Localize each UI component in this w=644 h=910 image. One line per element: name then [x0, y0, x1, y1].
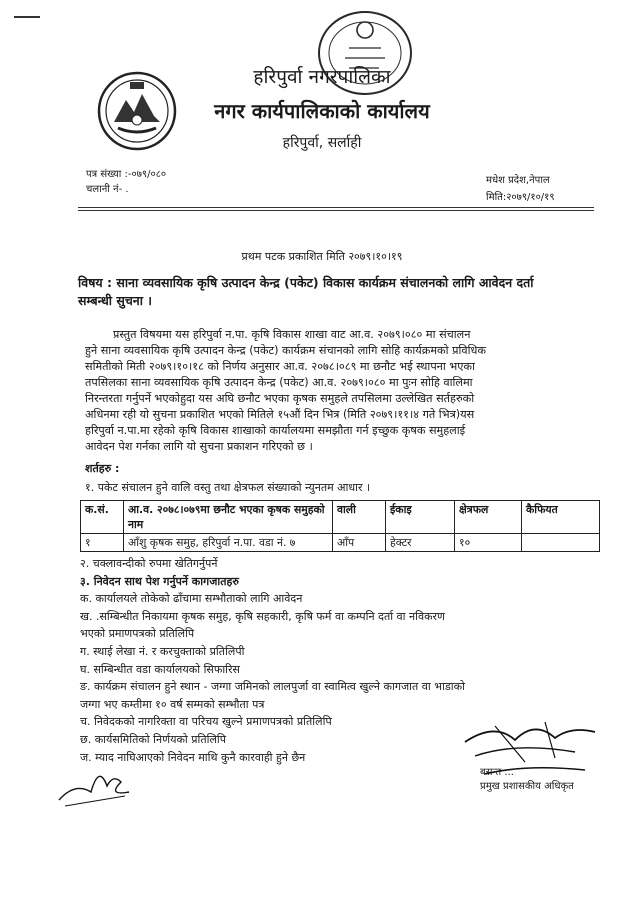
- table-cell: आँशु कृषक समुह, हरिपुर्वा न.पा. वडा नं. ७: [124, 534, 333, 552]
- body-line: हुने साना व्यवसायिक कृषि उत्पादन केन्द्र (पकेट) कार्यक्रम संचानको लागि सोहि कार्यक्रमको प्रविधिक: [85, 344, 486, 357]
- table-header-row: [81, 501, 600, 534]
- letter-date: मिति:२०७९/१०/१९: [486, 192, 555, 203]
- province-label: मधेश प्रदेश,नेपाल: [486, 175, 550, 186]
- document-item: भएको प्रमाणपत्रको प्रतिलिपि: [80, 627, 195, 641]
- document-item: क. कार्यालयले तोकेको ढाँचामा सम्भौताको लागि आवेदन: [80, 592, 303, 606]
- document-item: जग्गा भए कम्तीमा १० वर्ष सम्मको सम्भौता पत्र: [80, 697, 265, 711]
- document-item: च. निवेदकको नागरिक्ता वा परिचय खुल्ने प्रमाणपत्रको प्रतिलिपि: [80, 715, 332, 729]
- corner-mark: [14, 16, 40, 18]
- table-header: क.सं.: [81, 501, 124, 534]
- body-line: समितीको मिती २०७९।१०।१८ को निर्णय अनुसार आ.व. २०७८।०८९ मा छनौट भई स्थापना भएका: [85, 360, 475, 373]
- notice-body: [85, 327, 597, 455]
- conditions-label: शर्तहरु :: [85, 462, 120, 475]
- documents-title: ३. निवेदन साथ पेश गर्नुपर्ने कागजातहरु: [80, 574, 239, 588]
- body-line: अधिनमा रही यो सुचना प्रकाशित भएको मितिले १५औं दिन भित्र (मिति २०७९।११।४ गते भित्र)यस: [85, 408, 475, 421]
- condition-item: १. पकेट संचालन हुने वालि वस्तु तथा क्षेत्रफल संख्याको न्युनतम आधार ।: [85, 481, 371, 494]
- subject-line: सम्बन्धी सुचना ।: [78, 293, 153, 308]
- document-item: ज. म्याद नाघिआएको निवेदन माथि कुनै कारवाही हुने छैन: [80, 750, 306, 764]
- table-header: ईकाइ: [386, 501, 455, 534]
- document-item: ख. .सम्बिन्धीत निकायमा कृषक समुह, कृषि सहकारी, कृषि फर्म वा कम्पनि दर्ता वा नविकरण: [80, 609, 445, 623]
- subject: [78, 274, 598, 310]
- pocket-table: [80, 500, 600, 552]
- table-cell: [522, 534, 600, 552]
- body-line: प्रस्तुत विषयमा यस हरिपुर्वा न.पा. कृषि विकास शाखा वाट आ.व. २०७९।०८० मा संचालन: [113, 328, 471, 341]
- body-line: तपसिलका साना व्यवसायिक कृषि उत्पादन केन्द्र (पकेट) आ.व. २०७९।०८० मा पुःन सोहि वालिमा: [85, 376, 473, 389]
- divider: [78, 210, 594, 211]
- table-cell: १०: [455, 534, 522, 552]
- table-header: वाली: [333, 501, 386, 534]
- dispatch-number: चलानी नं- .: [86, 184, 129, 195]
- office-name: नगर कार्यपालिकाको कार्यालय: [214, 99, 430, 123]
- letter-number: पत्र संख्या :-०७९/०८०: [86, 169, 167, 180]
- document-item: ङ. कार्यक्रम संचालन हुने स्थान - जग्गा जमिनको लालपुर्जा वा स्वामित्व खुल्ने कागजात वा भाडाको: [80, 680, 465, 694]
- table-cell: हेक्टर: [386, 534, 455, 552]
- signature-icon: [55, 752, 135, 812]
- body-line: आवेदन पेश गर्नका लागि यो सुचना प्रकाशन गरिएको छ ।: [85, 440, 313, 453]
- document-item: घ. सम्बिन्धीत वडा कार्यालयको सिफारिस: [80, 662, 240, 676]
- body-line: हरिपुर्वा न.पा.मा रहेको कृषि विकास शाखाको कार्यालयमा समझौता गर्न इच्छुक कृषक समुहलाई: [85, 424, 466, 437]
- condition-item: २. चक्लावन्दीको रुपमा खेतिगर्नुपर्ने: [80, 557, 218, 570]
- table-row: [81, 534, 600, 552]
- signer-title: प्रमुख प्रशासकीय अधिकृत: [480, 781, 574, 792]
- office-address: हरिपुर्वा, सर्लाही: [282, 135, 362, 151]
- signer-name: बसन्त ...: [480, 767, 514, 778]
- signer-block: [480, 766, 574, 794]
- table-header: आ.व. २०७८।०७९मा छनौट भएका कृषक समुहको नाम: [124, 501, 333, 534]
- table-header: क्षेत्रफल: [455, 501, 522, 534]
- document-item: छ. कार्यसमितिको निर्णयको प्रतिलिपि: [80, 732, 227, 746]
- divider: [78, 207, 594, 208]
- subject-line: विषय : साना व्यवसायिक कृषि उत्पादन केन्द्र (पकेट) विकास कार्यक्रम संचालनको लागि आवेदन दर्ता: [78, 275, 534, 290]
- body-line: निरन्तरता गर्नुपर्ने भएकोहुदा यस अघि छनौट भएका कृषक समुहले तपसिलमा उल्लेखित सर्तहरुको: [85, 392, 475, 405]
- municipality-name: हरिपुर्वा नगरपालिका: [253, 66, 391, 88]
- document-item: ग. स्थाई लेखा नं. र करचुक्ताको प्रतिलिपी: [80, 644, 245, 658]
- table-cell: १: [81, 534, 124, 552]
- table-cell: आँप: [333, 534, 386, 552]
- publish-date: प्रथम पटक प्रकाशित मिति २०७९।१०।१९: [241, 250, 403, 263]
- table-header: कैफियत: [522, 501, 600, 534]
